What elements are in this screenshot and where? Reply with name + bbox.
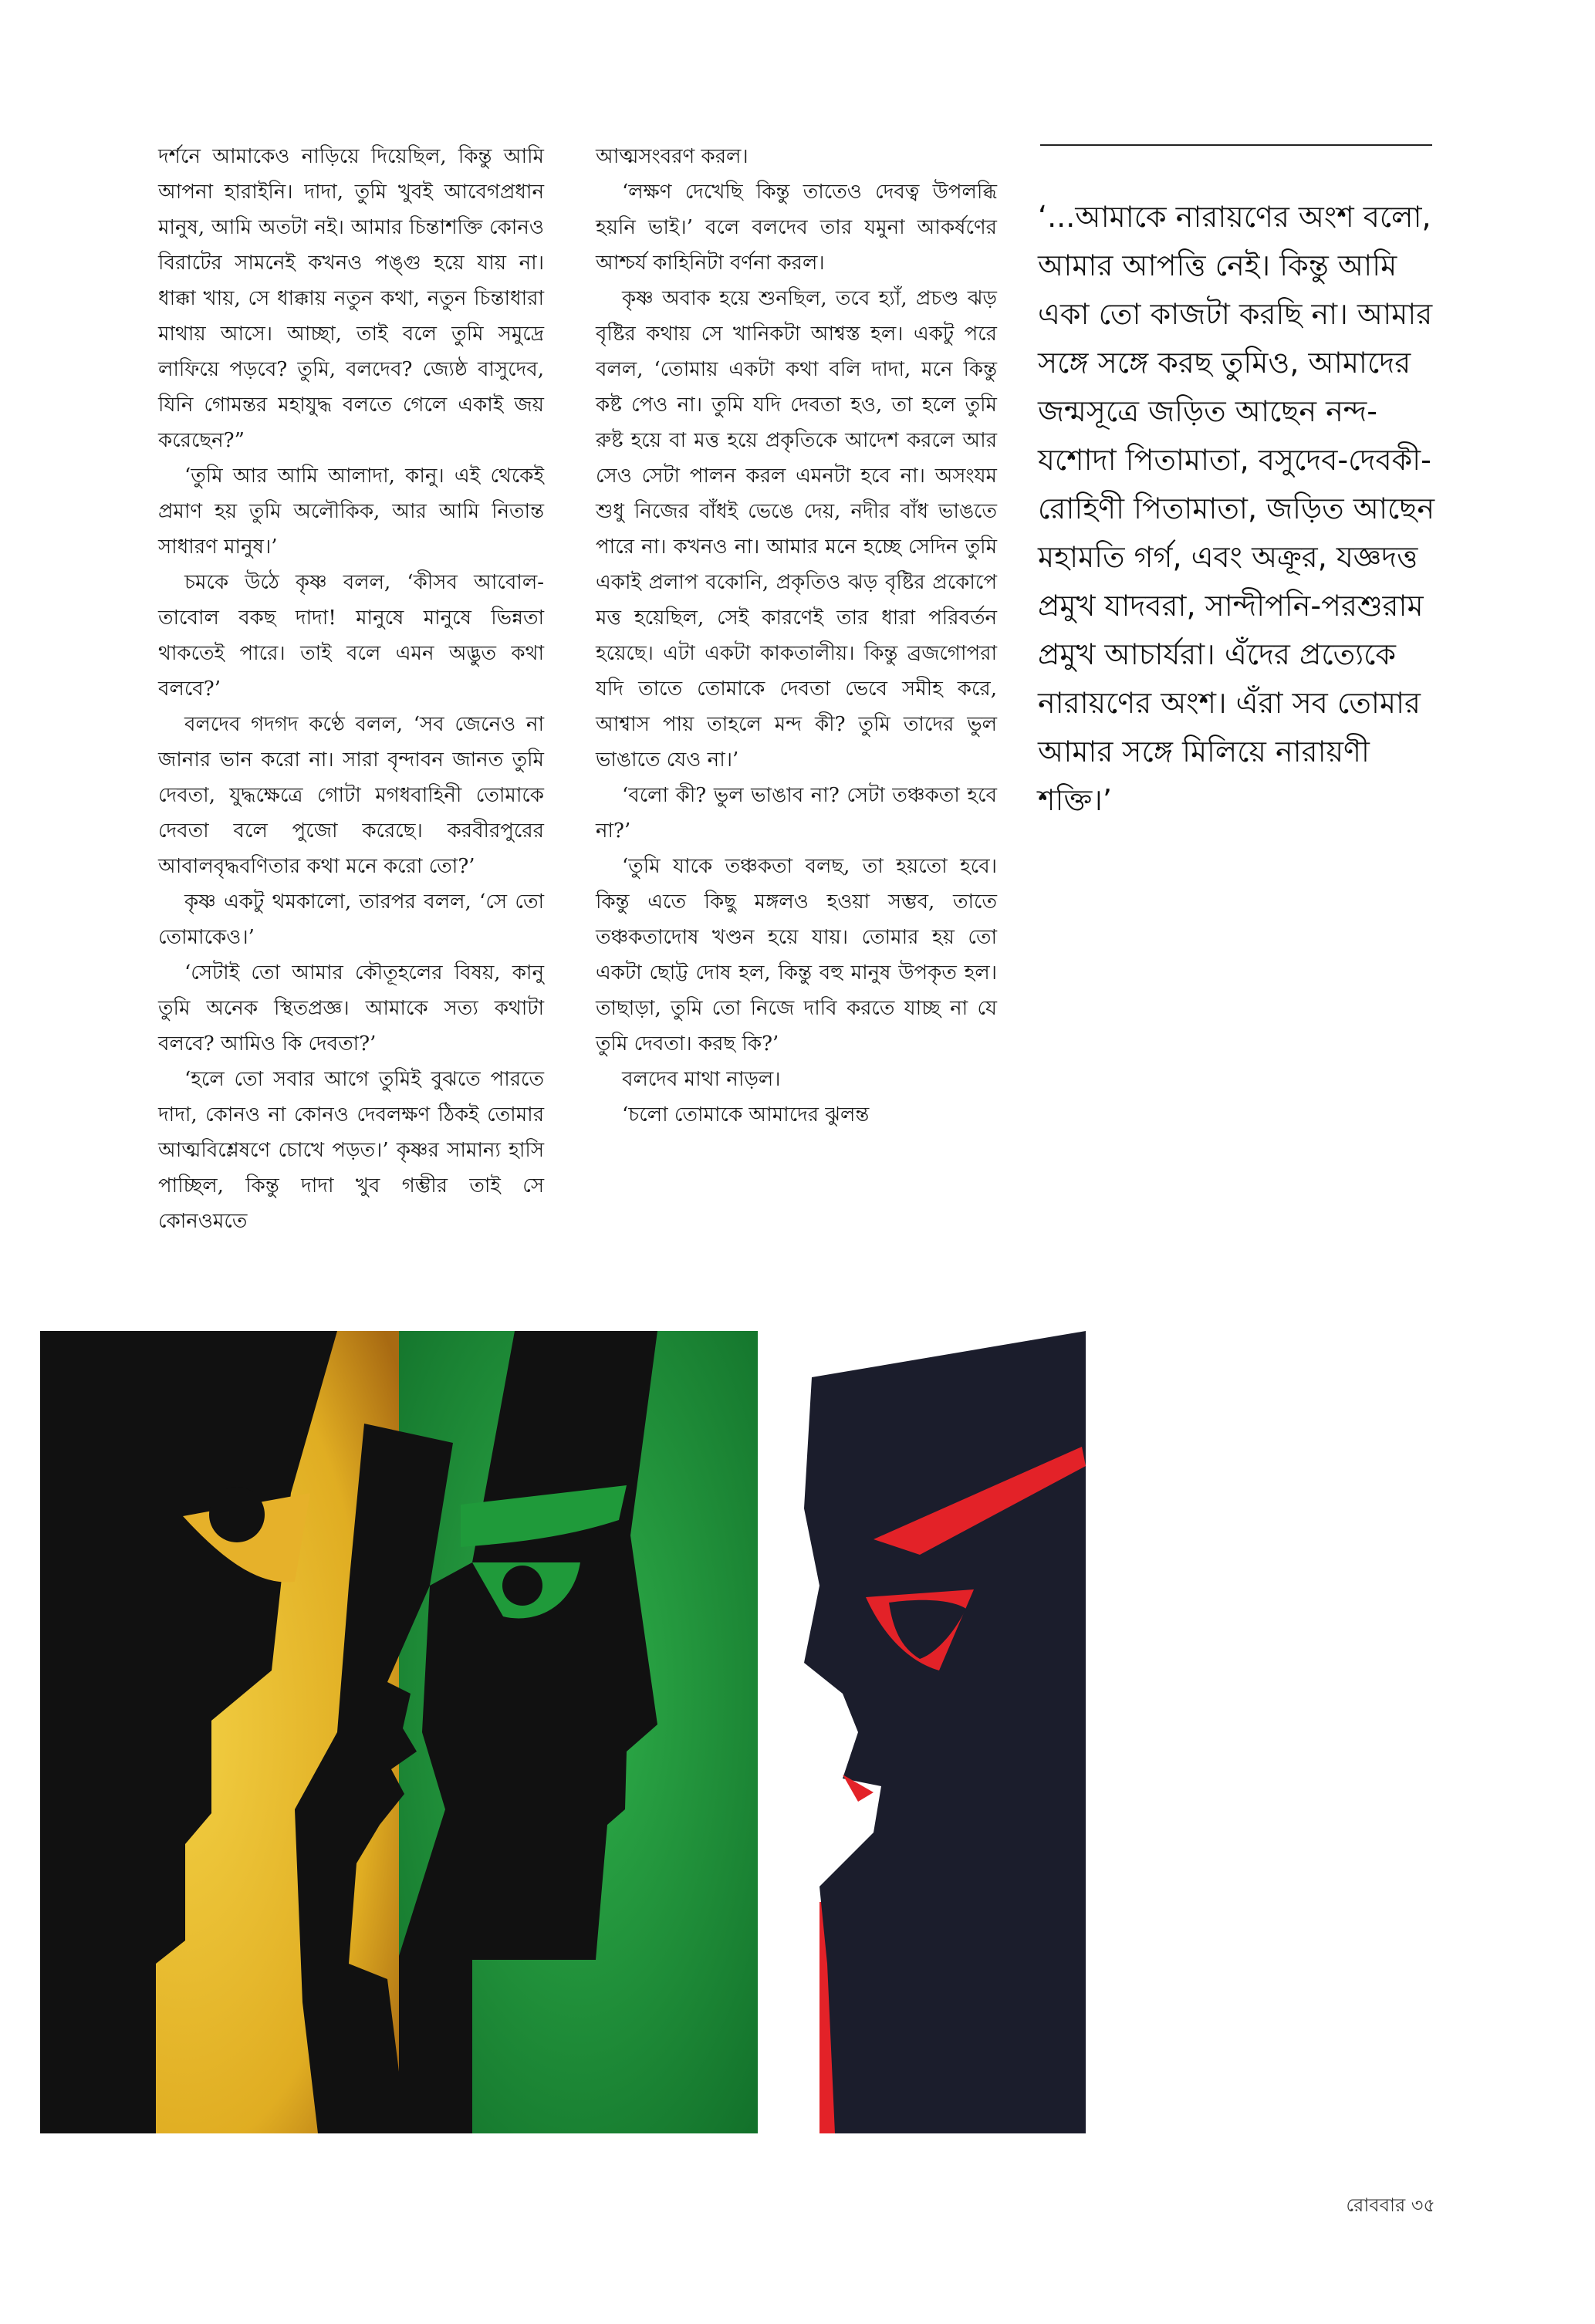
paragraph: চমকে উঠে কৃষ্ণ বলল, ‘কীসব আবোল-তাবোল বকছ দাদা! মানুষে মানুষে ভিন্নতা থাকতেই পারে। তাই বলে এমন অদ্ভুত কথা বলবে?’ — [158, 571, 544, 701]
article-column-1 — [158, 139, 544, 1239]
left-profile-pupil — [209, 1487, 265, 1542]
green-profile-pupil — [502, 1566, 542, 1606]
paragraph: ‘হলে তো সবার আগে তুমিই বুঝতে পারতে দাদা, কোনও না কোনও দেবলক্ষণ ঠিকই তোমার আত্মবিশ্লেষণে চোখে পড়ত।’ কৃষ্ণর সামান্য হাসি পাচ্ছিল, কিন্তু দাদা খুব গম্ভীর তাই সে কোনওমতে — [158, 1068, 544, 1233]
paragraph: ‘বলো কী? ভুল ভাঙাব না? সেটা তঞ্চকতা হবে না?’ — [596, 784, 997, 843]
paragraph: বলদেব মাথা নাড়ল। — [622, 1068, 781, 1091]
article-column-2 — [596, 139, 997, 1133]
profiles-illustration — [40, 1331, 1086, 2133]
paragraph: ‘তুমি যাকে তঞ্চকতা বলছ, তা হয়তো হবে। কিন্তু এতে কিছু মঙ্গলও হওয়া সম্ভব, তাতে তঞ্চকতাদোষ খণ্ডন হয়ে যায়। তোমার হয় তো একটা ছোট্ট দোষ হল, কিন্তু বহু মানুষ উপকৃত হল। তাছাড়া, তুমি তো নিজে দাবি করতে যাচ্ছ না যে তুমি দেবতা। করছ কি?’ — [596, 855, 997, 1056]
paragraph: ‘সেটাই তো আমার কৌতূহলের বিষয়, কানু তুমি অনেক স্থিতপ্রজ্ঞ। আমাকে সত্য কথাটা বলবে? আমিও কি দেবতা?’ — [158, 961, 544, 1056]
paragraph: ‘লক্ষণ দেখেছি কিন্তু তাতেও দেবত্ব উপলব্ধি হয়নি ভাই।’ বলে বলদেব তার যমুনা আকর্ষণের আশ্চর্য কাহিনিটা বর্ণনা করল। — [596, 181, 997, 275]
page-footer: রোববার ৩৫ — [1346, 2194, 1435, 2216]
paragraph: দর্শনে আমাকেও নাড়িয়ে দিয়েছিল, কিন্তু আমি আপনা হারাইনি। দাদা, তুমি খুবই আবেগপ্রধান মানুষ, আমি অতটা নই। আমার চিন্তাশক্তি কোনও বিরাটের সামনেই কখনও পঙ্গু হয়ে যায় না। ধাক্কা খায়, সে ধাক্কায় নতুন কথা, নতুন চিন্তাধারা মাথায় আসে। আচ্ছা, তাই বলে তুমি সমুদ্রে লাফিয়ে পড়বে? তুমি, বলদেব? জ্যেষ্ঠ বাসুদেব, যিনি গোমন্তর মহাযুদ্ধ বলতে গেলে একাই জয় করেছেন?” — [158, 145, 544, 452]
pull-quote-divider — [1040, 144, 1432, 146]
paragraph: বলদেব গদগদ কণ্ঠে বলল, ‘সব জেনেও না জানার ভান করো না। সারা বৃন্দাবন জানত তুমি দেবতা, যুদ্ধক্ষেত্রে গোটা মগধবাহিনী তোমাকে দেবতা বলে পুজো করেছে। করবীরপুরের আবালবৃদ্ধবণিতার কথা মনে করো তো?’ — [158, 713, 544, 878]
paragraph: আত্মসংবরণ করল। — [596, 145, 749, 168]
paragraph: কৃষ্ণ অবাক হয়ে শুনছিল, তবে হ্যাঁ, প্রচণ্ড ঝড় বৃষ্টির কথায় সে খানিকটা আশ্বস্ত হল। একটু পরে বলল, ‘তোমায় একটা কথা বলি দাদা, মনে কিন্তু কষ্ট পেও না। তুমি যদি দেবতা হও, তা হলে তুমি রুষ্ট হয়ে বা মত্ত হয়ে প্রকৃতিকে আদেশ করলে আর সেও সেটা পালন করল এমনটা হবে না। অসংযম শুধু নিজের বাঁধই ভেঙে দেয়, নদীর বাঁধ ভাঙতে পারে না। কখনও না। আমার মনে হচ্ছে সেদিন তুমি একাই প্রলাপ বকোনি, প্রকৃতিও ঝড় বৃষ্টির প্রকোপে মত্ত হয়েছিল, সেই কারণেই তার ধারা পরিবর্তন হয়েছে। এটা একটা কাকতালীয়। কিন্তু ব্রজগোপরা যদি তাতে তোমাকে দেবতা ভেবে সমীহ করে, আশ্বাস পায় তাহলে মন্দ কী? তুমি তাদের ভুল ভাঙাতে যেও না।’ — [596, 287, 997, 772]
paragraph: ‘চলো তোমাকে আমাদের ঝুলন্ত — [622, 1103, 870, 1127]
paragraph: ‘তুমি আর আমি আলাদা, কানু। এই থেকেই প্রমাণ হয় তুমি অলৌকিক, আর আমি নিতান্ত সাধারণ মানুষ।’ — [158, 464, 544, 559]
paragraph: কৃষ্ণ একটু থমকালো, তারপর বলল, ‘সে তো তোমাকেও।’ — [158, 890, 544, 949]
pull-quote: ‘...আমাকে নারায়ণের অংশ বলো, আমার আপত্তি নেই। কিন্তু আমি একা তো কাজটা করছি না। আমার সঙ্গে সঙ্গে করছ তুমিও, আমাদের জন্মসূত্রে জড়িত আছেন নন্দ-যশোদা পিতামাতা, বসুদেব-দেবকী-রোহিণী পিতামাতা, জড়িত আছেন মহামতি গর্গ, এবং অক্রূর, যজ্ঞদত্ত প্রমুখ যাদবরা, সান্দীপনি-পরশুরাম প্রমুখ আচার্যরা। এঁদের প্রত্যেকে নারায়ণের অংশ। এঁরা সব তোমার আমার সঙ্গে মিলিয়ে নারায়ণী শক্তি।’ — [1038, 200, 1435, 817]
